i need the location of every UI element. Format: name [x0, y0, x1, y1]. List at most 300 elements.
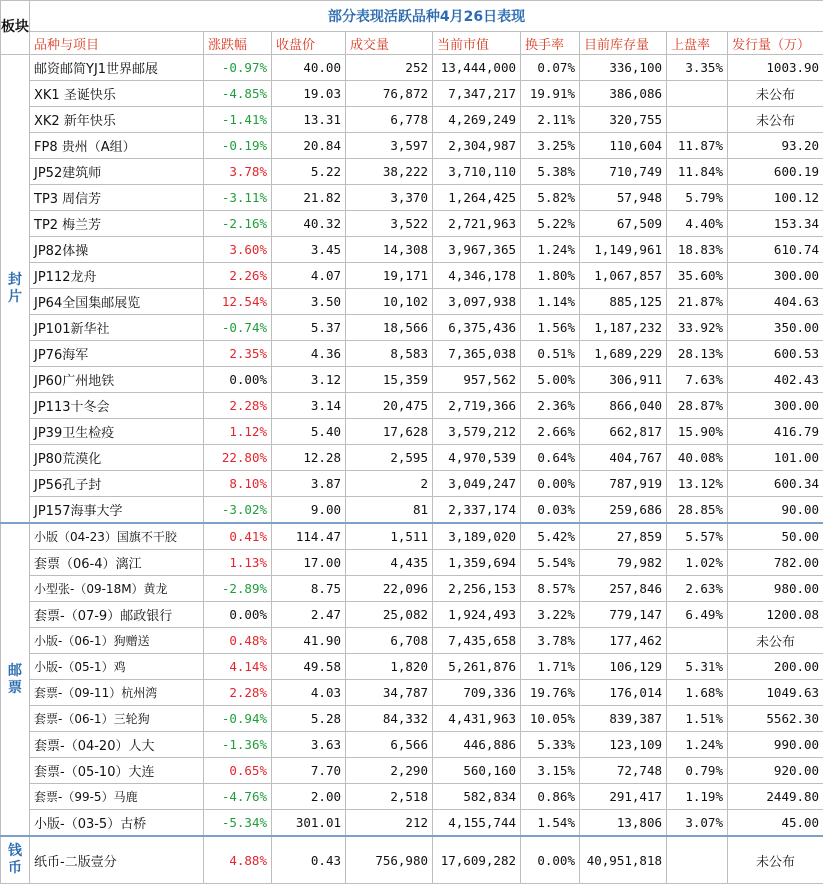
col-header-volume: 成交量: [346, 32, 433, 55]
cell-name: 套票-（04-20）人大: [30, 732, 204, 758]
cell-value: 2,256,153: [433, 576, 521, 602]
cell-change: 3.78%: [204, 159, 272, 185]
table-row: [1, 810, 823, 837]
cell-issue: 93.20: [728, 133, 823, 159]
cell-change: 4.88%: [204, 836, 272, 884]
cell-volume: 2: [346, 471, 433, 497]
cell-close: 301.01: [272, 810, 346, 837]
cell-volume: 212: [346, 810, 433, 837]
cell-rate: 40.08%: [667, 445, 728, 471]
cell-change: 12.54%: [204, 289, 272, 315]
cell-stock: 123,109: [580, 732, 667, 758]
cell-turnover: 1.54%: [521, 810, 580, 837]
cell-volume: 22,096: [346, 576, 433, 602]
cell-name: 邮资邮简YJ1世界邮展: [30, 55, 204, 81]
cell-close: 2.47: [272, 602, 346, 628]
table-row: [1, 471, 823, 497]
cell-close: 21.82: [272, 185, 346, 211]
cell-rate: 35.60%: [667, 263, 728, 289]
cell-value: 2,337,174: [433, 497, 521, 524]
cell-change: 0.41%: [204, 523, 272, 550]
cell-issue: 350.00: [728, 315, 823, 341]
cell-name: TP2 梅兰芳: [30, 211, 204, 237]
cell-issue: 1049.63: [728, 680, 823, 706]
cell-volume: 81: [346, 497, 433, 524]
cell-stock: 662,817: [580, 419, 667, 445]
cell-volume: 6,708: [346, 628, 433, 654]
col-header-change: 涨跌幅: [204, 32, 272, 55]
cell-close: 4.03: [272, 680, 346, 706]
table-row: [1, 550, 823, 576]
cell-rate: [667, 107, 728, 133]
cell-close: 8.75: [272, 576, 346, 602]
cell-stock: 839,387: [580, 706, 667, 732]
cell-turnover: 5.00%: [521, 367, 580, 393]
cell-issue: 未公布: [728, 836, 823, 884]
cell-issue: 404.63: [728, 289, 823, 315]
cell-rate: 28.87%: [667, 393, 728, 419]
cell-rate: 13.12%: [667, 471, 728, 497]
cell-volume: 15,359: [346, 367, 433, 393]
cell-turnover: 8.57%: [521, 576, 580, 602]
table-row: [1, 680, 823, 706]
table-row: [1, 784, 823, 810]
cell-turnover: 0.64%: [521, 445, 580, 471]
table-row: [1, 836, 823, 884]
cell-volume: 2,595: [346, 445, 433, 471]
cell-value: 4,970,539: [433, 445, 521, 471]
col-header-issue: 发行量（万）: [728, 32, 823, 55]
cell-issue: 50.00: [728, 523, 823, 550]
cell-turnover: 19.91%: [521, 81, 580, 107]
cell-change: 2.28%: [204, 393, 272, 419]
cell-name: JP39卫生检疫: [30, 419, 204, 445]
table-row: [1, 497, 823, 524]
cell-name: 套票-（09-11）杭州湾: [30, 680, 204, 706]
cell-stock: 72,748: [580, 758, 667, 784]
table-row: [1, 758, 823, 784]
cell-issue: 300.00: [728, 393, 823, 419]
cell-value: 957,562: [433, 367, 521, 393]
cell-turnover: 2.66%: [521, 419, 580, 445]
cell-close: 3.45: [272, 237, 346, 263]
table-row: [1, 523, 823, 550]
table-row: [1, 654, 823, 680]
table-row: [1, 367, 823, 393]
cell-turnover: 5.42%: [521, 523, 580, 550]
cell-name: JP56孔子封: [30, 471, 204, 497]
table-row: [1, 81, 823, 107]
board-label: 邮 票: [1, 523, 30, 836]
cell-close: 3.12: [272, 367, 346, 393]
cell-rate: 3.35%: [667, 55, 728, 81]
cell-stock: 259,686: [580, 497, 667, 524]
cell-value: 3,579,212: [433, 419, 521, 445]
cell-change: -1.41%: [204, 107, 272, 133]
cell-volume: 3,522: [346, 211, 433, 237]
cell-value: 13,444,000: [433, 55, 521, 81]
cell-name: JP112龙舟: [30, 263, 204, 289]
cell-change: 2.35%: [204, 341, 272, 367]
table-row: [1, 445, 823, 471]
cell-turnover: 0.07%: [521, 55, 580, 81]
cell-stock: 386,086: [580, 81, 667, 107]
cell-rate: 5.31%: [667, 654, 728, 680]
cell-value: 2,721,963: [433, 211, 521, 237]
cell-value: 582,834: [433, 784, 521, 810]
table-row: [1, 576, 823, 602]
cell-stock: 13,806: [580, 810, 667, 837]
cell-rate: 1.24%: [667, 732, 728, 758]
cell-stock: 320,755: [580, 107, 667, 133]
cell-value: 4,431,963: [433, 706, 521, 732]
cell-value: 7,365,038: [433, 341, 521, 367]
cell-rate: 2.63%: [667, 576, 728, 602]
cell-stock: 404,767: [580, 445, 667, 471]
cell-change: -0.94%: [204, 706, 272, 732]
cell-change: 8.10%: [204, 471, 272, 497]
col-header-rate: 上盘率: [667, 32, 728, 55]
cell-name: JP52建筑师: [30, 159, 204, 185]
cell-change: -4.76%: [204, 784, 272, 810]
cell-name: 套票（06-4）漓江: [30, 550, 204, 576]
cell-rate: 11.84%: [667, 159, 728, 185]
cell-close: 17.00: [272, 550, 346, 576]
cell-volume: 18,566: [346, 315, 433, 341]
cell-turnover: 5.38%: [521, 159, 580, 185]
cell-name: JP113十冬会: [30, 393, 204, 419]
cell-issue: 920.00: [728, 758, 823, 784]
cell-volume: 1,511: [346, 523, 433, 550]
table-title: 部分表现活跃品种4月26日表现: [30, 1, 823, 32]
cell-volume: 14,308: [346, 237, 433, 263]
cell-name: JP60广州地铁: [30, 367, 204, 393]
cell-change: -3.02%: [204, 497, 272, 524]
cell-turnover: 5.82%: [521, 185, 580, 211]
cell-value: 7,347,217: [433, 81, 521, 107]
cell-rate: 1.51%: [667, 706, 728, 732]
cell-value: 3,710,110: [433, 159, 521, 185]
cell-stock: 106,129: [580, 654, 667, 680]
cell-rate: 21.87%: [667, 289, 728, 315]
cell-value: 4,346,178: [433, 263, 521, 289]
cell-issue: 600.19: [728, 159, 823, 185]
table-row: [1, 732, 823, 758]
cell-stock: 57,948: [580, 185, 667, 211]
cell-rate: 15.90%: [667, 419, 728, 445]
cell-volume: 2,290: [346, 758, 433, 784]
cell-issue: 101.00: [728, 445, 823, 471]
cell-issue: 300.00: [728, 263, 823, 289]
cell-value: 2,304,987: [433, 133, 521, 159]
cell-change: 2.26%: [204, 263, 272, 289]
cell-issue: 600.53: [728, 341, 823, 367]
cell-stock: 257,846: [580, 576, 667, 602]
cell-name: 套票-（05-10）大连: [30, 758, 204, 784]
cell-name: 小版-（05-1）鸡: [30, 654, 204, 680]
cell-close: 3.50: [272, 289, 346, 315]
cell-issue: 1200.08: [728, 602, 823, 628]
cell-rate: 1.68%: [667, 680, 728, 706]
cell-name: XK2 新年快乐: [30, 107, 204, 133]
cell-value: 3,967,365: [433, 237, 521, 263]
cell-name: XK1 圣诞快乐: [30, 81, 204, 107]
cell-change: -2.16%: [204, 211, 272, 237]
cell-rate: 1.02%: [667, 550, 728, 576]
cell-turnover: 0.00%: [521, 836, 580, 884]
cell-turnover: 5.54%: [521, 550, 580, 576]
cell-volume: 38,222: [346, 159, 433, 185]
table-row: [1, 341, 823, 367]
cell-rate: 7.63%: [667, 367, 728, 393]
cell-rate: 1.19%: [667, 784, 728, 810]
cell-turnover: 0.03%: [521, 497, 580, 524]
cell-change: -0.97%: [204, 55, 272, 81]
cell-turnover: 1.56%: [521, 315, 580, 341]
cell-turnover: 5.33%: [521, 732, 580, 758]
cell-value: 5,261,876: [433, 654, 521, 680]
cell-close: 4.36: [272, 341, 346, 367]
cell-change: -3.11%: [204, 185, 272, 211]
col-header-name: 品种与项目: [30, 32, 204, 55]
cell-name: JP157海事大学: [30, 497, 204, 524]
cell-volume: 84,332: [346, 706, 433, 732]
board-label: 封 片: [1, 55, 30, 524]
cell-close: 3.87: [272, 471, 346, 497]
cell-issue: 990.00: [728, 732, 823, 758]
cell-value: 1,359,694: [433, 550, 521, 576]
cell-turnover: 2.36%: [521, 393, 580, 419]
cell-close: 13.31: [272, 107, 346, 133]
cell-rate: 5.79%: [667, 185, 728, 211]
cell-close: 4.07: [272, 263, 346, 289]
cell-volume: 1,820: [346, 654, 433, 680]
cell-close: 2.00: [272, 784, 346, 810]
cell-turnover: 0.00%: [521, 471, 580, 497]
table-row: [1, 55, 823, 81]
cell-name: TP3 周信芳: [30, 185, 204, 211]
cell-stock: 79,982: [580, 550, 667, 576]
cell-issue: 100.12: [728, 185, 823, 211]
cell-name: 套票-（07-9）邮政银行: [30, 602, 204, 628]
cell-volume: 19,171: [346, 263, 433, 289]
cell-turnover: 3.15%: [521, 758, 580, 784]
cell-stock: 40,951,818: [580, 836, 667, 884]
cell-stock: 1,067,857: [580, 263, 667, 289]
cell-volume: 756,980: [346, 836, 433, 884]
cell-name: JP82体操: [30, 237, 204, 263]
cell-value: 446,886: [433, 732, 521, 758]
cell-close: 49.58: [272, 654, 346, 680]
cell-issue: 200.00: [728, 654, 823, 680]
cell-volume: 3,597: [346, 133, 433, 159]
table-row: [1, 107, 823, 133]
cell-volume: 76,872: [346, 81, 433, 107]
cell-issue: 2449.80: [728, 784, 823, 810]
cell-stock: 67,509: [580, 211, 667, 237]
cell-name: 纸币-二版壹分: [30, 836, 204, 884]
cell-close: 7.70: [272, 758, 346, 784]
cell-stock: 176,014: [580, 680, 667, 706]
cell-issue: 未公布: [728, 81, 823, 107]
cell-issue: 610.74: [728, 237, 823, 263]
cell-value: 3,189,020: [433, 523, 521, 550]
cell-close: 41.90: [272, 628, 346, 654]
cell-value: 3,049,247: [433, 471, 521, 497]
cell-value: 4,155,744: [433, 810, 521, 837]
table-row: [1, 628, 823, 654]
cell-name: JP64全国集邮展览: [30, 289, 204, 315]
table-row: [1, 211, 823, 237]
cell-rate: 28.85%: [667, 497, 728, 524]
cell-name: 小版-（06-1）狗赠送: [30, 628, 204, 654]
cell-name: 套票-（99-5）马鹿: [30, 784, 204, 810]
cell-change: 22.80%: [204, 445, 272, 471]
cell-change: 0.48%: [204, 628, 272, 654]
cell-stock: 779,147: [580, 602, 667, 628]
cell-value: 7,435,658: [433, 628, 521, 654]
cell-rate: [667, 628, 728, 654]
cell-rate: [667, 81, 728, 107]
table-row: [1, 185, 823, 211]
cell-close: 114.47: [272, 523, 346, 550]
cell-change: -0.19%: [204, 133, 272, 159]
table-row: [1, 419, 823, 445]
cell-value: 1,924,493: [433, 602, 521, 628]
cell-close: 19.03: [272, 81, 346, 107]
cell-close: 12.28: [272, 445, 346, 471]
cell-close: 5.40: [272, 419, 346, 445]
cell-change: -4.85%: [204, 81, 272, 107]
cell-value: 560,160: [433, 758, 521, 784]
cell-value: 2,719,366: [433, 393, 521, 419]
cell-volume: 2,518: [346, 784, 433, 810]
col-header-turnover: 换手率: [521, 32, 580, 55]
cell-issue: 5562.30: [728, 706, 823, 732]
cell-change: 0.65%: [204, 758, 272, 784]
cell-issue: 未公布: [728, 107, 823, 133]
table-row: [1, 159, 823, 185]
cell-volume: 4,435: [346, 550, 433, 576]
cell-issue: 600.34: [728, 471, 823, 497]
cell-name: JP80荒漠化: [30, 445, 204, 471]
cell-turnover: 19.76%: [521, 680, 580, 706]
cell-issue: 980.00: [728, 576, 823, 602]
cell-volume: 20,475: [346, 393, 433, 419]
cell-change: 0.00%: [204, 602, 272, 628]
cell-name: 小版-（03-5）古桥: [30, 810, 204, 837]
cell-stock: 306,911: [580, 367, 667, 393]
cell-value: 6,375,436: [433, 315, 521, 341]
cell-turnover: 0.86%: [521, 784, 580, 810]
cell-rate: 33.92%: [667, 315, 728, 341]
cell-stock: 710,749: [580, 159, 667, 185]
cell-change: -5.34%: [204, 810, 272, 837]
cell-close: 5.37: [272, 315, 346, 341]
cell-turnover: 1.71%: [521, 654, 580, 680]
table-row: [1, 602, 823, 628]
cell-value: 17,609,282: [433, 836, 521, 884]
cell-stock: 866,040: [580, 393, 667, 419]
cell-volume: 17,628: [346, 419, 433, 445]
cell-volume: 34,787: [346, 680, 433, 706]
cell-name: FP8 贵州（A组）: [30, 133, 204, 159]
cell-issue: 90.00: [728, 497, 823, 524]
cell-name: 小版（04-23）国旗不干胶: [30, 523, 204, 550]
table-row: [1, 289, 823, 315]
cell-volume: 25,082: [346, 602, 433, 628]
cell-stock: 291,417: [580, 784, 667, 810]
table-row: [1, 237, 823, 263]
cell-turnover: 1.14%: [521, 289, 580, 315]
cell-issue: 45.00: [728, 810, 823, 837]
cell-close: 3.63: [272, 732, 346, 758]
cell-stock: 885,125: [580, 289, 667, 315]
cell-rate: 28.13%: [667, 341, 728, 367]
cell-change: 1.13%: [204, 550, 272, 576]
cell-stock: 177,462: [580, 628, 667, 654]
cell-volume: 252: [346, 55, 433, 81]
cell-close: 5.28: [272, 706, 346, 732]
cell-rate: [667, 836, 728, 884]
cell-turnover: 1.24%: [521, 237, 580, 263]
cell-rate: 5.57%: [667, 523, 728, 550]
cell-rate: 4.40%: [667, 211, 728, 237]
cell-name: JP101新华社: [30, 315, 204, 341]
cell-close: 5.22: [272, 159, 346, 185]
cell-turnover: 5.22%: [521, 211, 580, 237]
header-row: [1, 32, 823, 55]
cell-value: 4,269,249: [433, 107, 521, 133]
cell-change: -1.36%: [204, 732, 272, 758]
cell-change: 2.28%: [204, 680, 272, 706]
table-row: [1, 706, 823, 732]
table-row: [1, 263, 823, 289]
cell-change: 3.60%: [204, 237, 272, 263]
table-row: [1, 133, 823, 159]
cell-change: 1.12%: [204, 419, 272, 445]
cell-value: 1,264,425: [433, 185, 521, 211]
cell-turnover: 10.05%: [521, 706, 580, 732]
cell-stock: 1,689,229: [580, 341, 667, 367]
cell-close: 20.84: [272, 133, 346, 159]
cell-volume: 6,566: [346, 732, 433, 758]
cell-rate: 11.87%: [667, 133, 728, 159]
cell-stock: 110,604: [580, 133, 667, 159]
cell-close: 40.32: [272, 211, 346, 237]
cell-close: 9.00: [272, 497, 346, 524]
board-header: 板块: [1, 1, 30, 55]
cell-stock: 1,187,232: [580, 315, 667, 341]
cell-issue: 416.79: [728, 419, 823, 445]
cell-stock: 336,100: [580, 55, 667, 81]
cell-issue: 402.43: [728, 367, 823, 393]
cell-close: 40.00: [272, 55, 346, 81]
cell-stock: 27,859: [580, 523, 667, 550]
title-row: [1, 1, 823, 32]
cell-turnover: 3.22%: [521, 602, 580, 628]
cell-rate: 0.79%: [667, 758, 728, 784]
cell-name: JP76海军: [30, 341, 204, 367]
cell-turnover: 1.80%: [521, 263, 580, 289]
cell-close: 3.14: [272, 393, 346, 419]
cell-rate: 6.49%: [667, 602, 728, 628]
cell-issue: 1003.90: [728, 55, 823, 81]
cell-issue: 153.34: [728, 211, 823, 237]
col-header-value: 当前市值: [433, 32, 521, 55]
table-row: [1, 393, 823, 419]
cell-change: -0.74%: [204, 315, 272, 341]
